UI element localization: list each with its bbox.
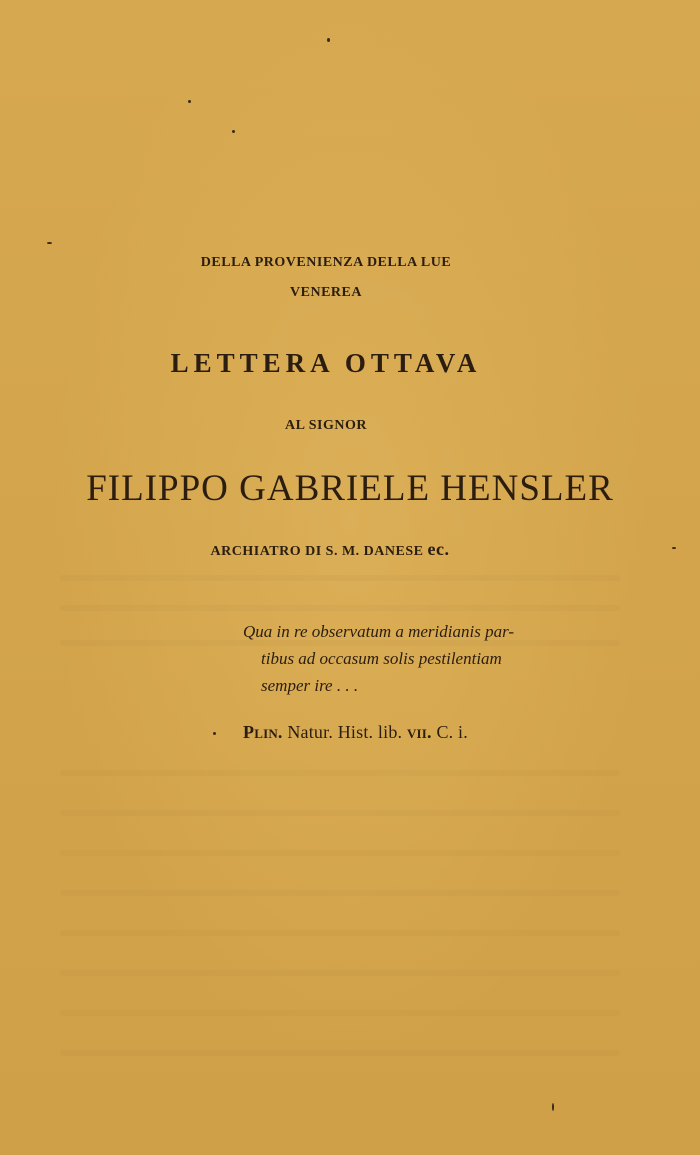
citation-book: vii. (406, 722, 432, 742)
bleed-through (60, 1010, 620, 1016)
epigraph-line: semper ire . . . (261, 676, 359, 695)
bleed-through (60, 930, 620, 936)
bleed-through (60, 605, 620, 611)
bleed-through (60, 770, 620, 776)
citation-chapter: C. i. (436, 722, 468, 742)
epigraph-line: tibus ad occasum solis pestilentiam (261, 649, 502, 668)
bleed-through (60, 810, 620, 816)
addressee-name: FILIPPO GABRIELE HENSLER (86, 468, 614, 509)
ink-speck (232, 130, 235, 133)
addressee-role (0, 539, 680, 560)
addressee-role-text: ARCHIATRO DI S. M. DANESE (210, 544, 424, 559)
bleed-through (60, 850, 620, 856)
citation-author: Plin. (243, 722, 283, 742)
letter-title: LETTERA OTTAVA (170, 348, 482, 378)
epigraph-citation (243, 722, 468, 743)
ink-speck (47, 242, 52, 244)
addressee-role-suffix: ec. (427, 539, 450, 559)
addressee-intro: AL SIGNOR (285, 418, 367, 433)
bleed-through (60, 890, 620, 896)
chapter-heading-line2: VENEREA (290, 285, 362, 300)
ink-speck (188, 100, 191, 103)
citation-work: Natur. Hist. lib. (287, 722, 403, 742)
chapter-heading-line1: DELLA PROVENIENZA DELLA LUE (200, 255, 452, 270)
ink-speck (672, 547, 676, 549)
epigraph-line: Qua in re observatum a meridianis par- (243, 622, 515, 641)
bleed-through (60, 575, 620, 581)
ink-speck (213, 732, 216, 735)
bleed-through (60, 970, 620, 976)
epigraph (243, 618, 623, 699)
bleed-through (60, 1050, 620, 1056)
ink-speck (552, 1103, 554, 1111)
ink-speck (327, 38, 330, 42)
